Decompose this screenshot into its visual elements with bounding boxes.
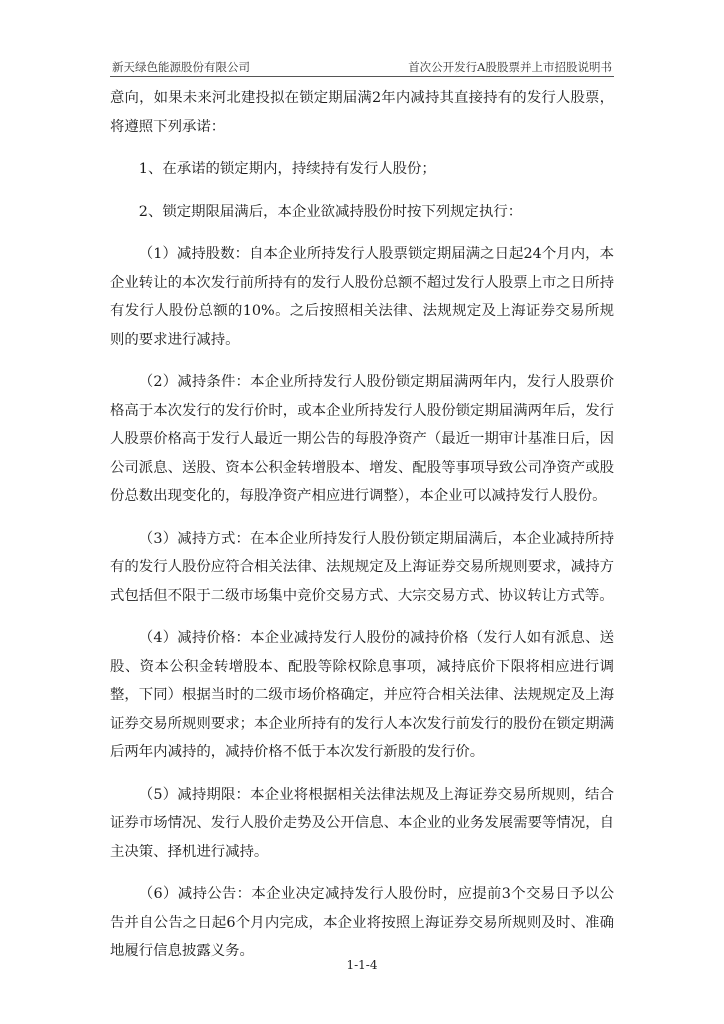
document-body [110,84,614,966]
page-header [110,56,614,77]
header-document-title: 首次公开发行A股股票并上市招股说明书 [408,60,612,74]
paragraph-reduction-price: （4）减持价格：本企业减持发行人股份的减持价格（发行人如有派息、送股、资本公积金转增股本、配股等除权除息事项，减持底价下限将相应进行调整，下同）根据当时的二级市场价格确定，并应符合相关法律、法规规定及上海证券交易所规则要求；本企业所持有的发行人本次发行前发行的股份在锁定期满后两年内减持的，减持价格不低于本次发行新股的发行价。 [110,630,614,760]
paragraph-commitment-1: 1、在承诺的锁定期内，持续持有发行人股份； [138,161,436,177]
paragraph-reduction-announcement: （6）减持公告：本企业决定减持发行人股份时，应提前3个交易日予以公告并自公告之日起6个月内完成，本企业将按照上海证券交易所规则及时、准确地履行信息披露义务。 [110,886,614,959]
header-company-name: 新天绿色能源股份有限公司 [112,60,250,74]
paragraph-reduction-quantity: （1）减持股数：自本企业所持发行人股票锁定期届满之日起24个月内，本企业转让的本次发行前所持有的发行人股份总额不超过发行人股票上市之日所持有发行人股份总额的10%。之后按照相关法律、法规规定及上海证券交易所规则的要求进行减持。 [110,246,614,348]
paragraph-continuation: 意向，如果未来河北建投拟在锁定期届满2年内减持其直接持有的发行人股票，将遵照下列承诺： [110,90,614,135]
paragraph-reduction-method: （3）减持方式：在本企业所持发行人股份锁定期届满后，本企业减持所持有的发行人股份应符合相关法律、法规规定及上海证券交易所规则要求，减持方式包括但不限于二级市场集中竞价交易方式、大宗交易方式、协议转让方式等。 [110,530,614,604]
paragraph-reduction-conditions: （2）减持条件：本企业所持发行人股份锁定期届满两年内，发行人股票价格高于本次发行的发行价时，或本企业所持发行人股份锁定期届满两年后，发行人股票价格高于发行人最近一期公告的每股净资产（最近一期审计基准日后，因公司派息、送股、资本公积金转增股本、增发、配股等事项导致公司净资产或股份总数出现变化的，每股净资产相应进行调整），本企业可以减持发行人股份。 [110,374,614,504]
page-number: 1-1-4 [346,958,378,972]
paragraph-reduction-period: （5）减持期限：本企业将根据相关法律法规及上海证券交易所规则，结合证券市场情况、发行人股价走势及公开信息、本企业的业务发展需要等情况，自主决策、择机进行减持。 [110,786,614,860]
paragraph-commitment-2: 2、锁定期限届满后，本企业欲减持股份时按下列规定执行： [138,203,523,220]
